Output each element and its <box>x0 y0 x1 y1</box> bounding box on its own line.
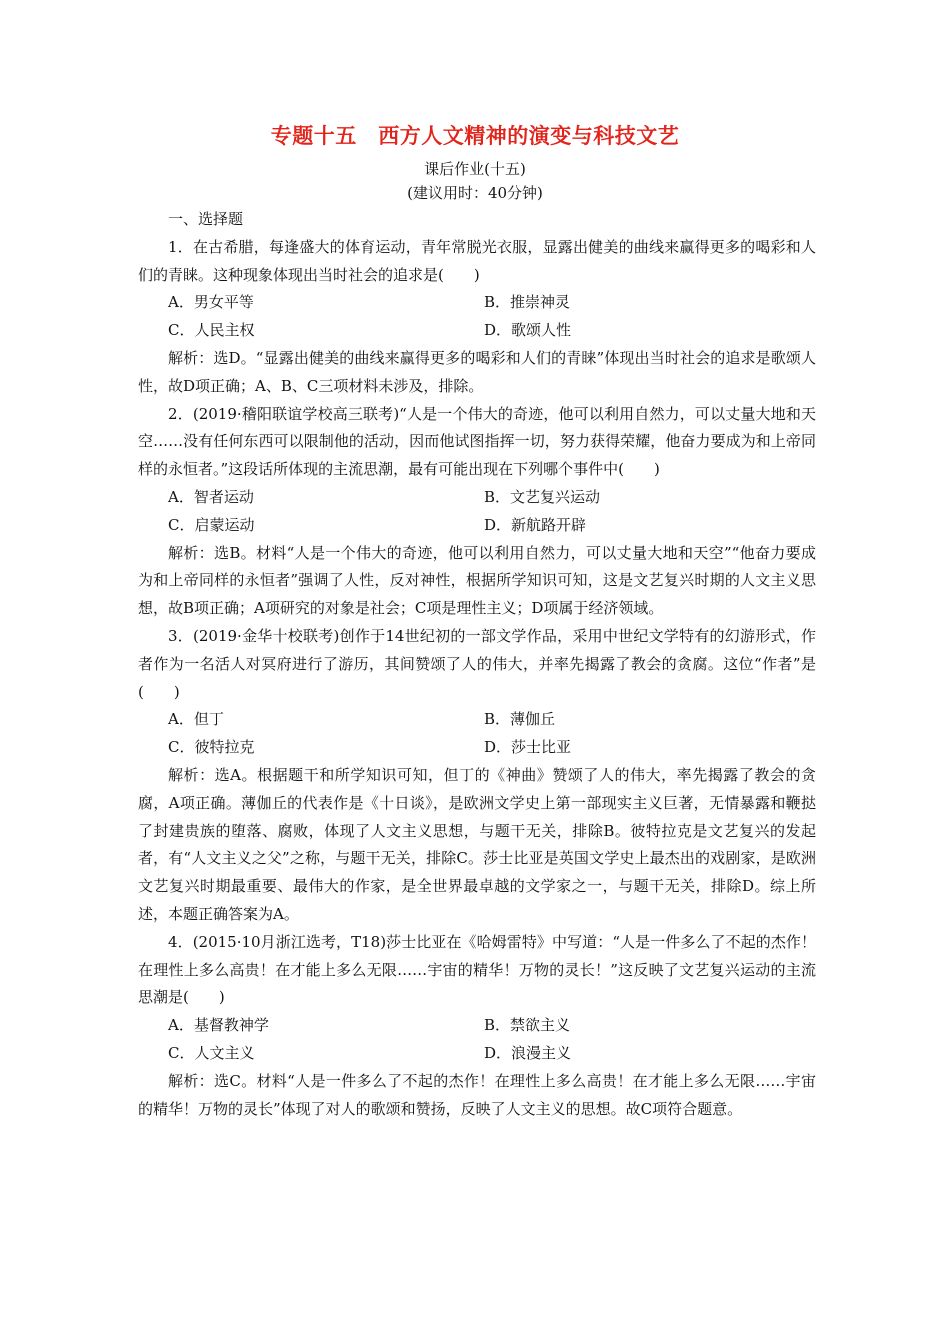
question-stem: 1．在古希腊，每逢盛大的体育运动，青年常脱光衣服，显露出健美的曲线来赢得更多的喝彩和人们的青睐。这种现象体现出当时社会的追求是( ) <box>138 237 816 284</box>
option-c: C．启蒙运动 <box>168 515 255 534</box>
option-d: D．浪漫主义 <box>484 1043 572 1062</box>
options <box>138 289 816 345</box>
option-b: B．推崇神灵 <box>484 293 571 312</box>
option-b: B．薄伽丘 <box>484 710 556 729</box>
option-d: D．新航路开辟 <box>484 515 587 534</box>
question-4 <box>138 929 816 1124</box>
options <box>138 484 816 540</box>
question-stem: 4．(2015·10月浙江选考，T18)莎士比亚在《哈姆雷特》中写道：“人是一件多么了不起的杰作！在理性上多么高贵！在才能上多么无限……宇宙的精华！万物的灵长！”这反映了文艺复兴运动的主流思潮是( ) <box>138 932 816 1007</box>
analysis: 解析：选C。材料“人是一件多么了不起的杰作！在理性上多么高贵！在才能上多么无限……宇宙的精华！万物的灵长”体现了对人的歌颂和赞扬，反映了人文主义的思想。故C项符合题意。 <box>138 1071 816 1118</box>
option-a: A．但丁 <box>168 710 224 729</box>
homework-subtitle: 课后作业(十五) <box>424 160 526 178</box>
analysis: 解析：选D。“显露出健美的曲线来赢得更多的喝彩和人们的青睐”体现出当时社会的追求是歌颂人性，故D项正确；A、B、C三项材料未涉及，排除。 <box>138 348 816 395</box>
option-c: C．人民主权 <box>168 321 255 340</box>
section-heading: 一、选择题 <box>168 210 244 228</box>
option-a: A．男女平等 <box>168 293 254 312</box>
question-stem: 3．(2019·金华十校联考)创作于14世纪初的一部文学作品，采用中世纪文学特有的幻游形式，作者作为一名活人对冥府进行了游历，其间赞颂了人的伟大，并率先揭露了教会的贪腐。这位“作者”是( ) <box>138 626 816 701</box>
question-1 <box>138 234 816 401</box>
question-stem: 2．(2019·稽阳联谊学校高三联考)“人是一个伟大的奇迹，他可以利用自然力，可以丈量大地和天空……没有任何东西可以限制他的活动，因而他试图指挥一切，努力获得荣耀，他奋力要成为和上帝同样的永恒者。”这段话所体现的主流思潮，最有可能出现在下列哪个事件中( ) <box>138 404 816 479</box>
analysis: 解析：选B。材料“人是一个伟大的奇迹，他可以利用自然力，可以丈量大地和天空”“他奋力要成为和上帝同样的永恒者”强调了人性，反对神性，根据所学知识可知，这是文艺复兴时期的人文主义思想，故B项正确；A项研究的对象是社会；C项是理性主义；D项属于经济领域。 <box>138 543 816 618</box>
question-3 <box>138 623 816 929</box>
option-a: A．智者运动 <box>168 487 254 506</box>
option-c: C．人文主义 <box>168 1043 255 1062</box>
option-d: D．歌颂人性 <box>484 321 572 340</box>
time-note: (建议用时：40分钟) <box>407 184 543 202</box>
option-a: A．基督教神学 <box>168 1016 269 1035</box>
option-b: B．文艺复兴运动 <box>484 487 601 506</box>
question-2 <box>138 401 816 623</box>
option-d: D．莎士比亚 <box>484 738 572 757</box>
option-b: B．禁欲主义 <box>484 1016 571 1035</box>
question-list <box>138 206 816 1123</box>
document-title: 专题十五 西方人文精神的演变与科技文艺 <box>270 123 680 148</box>
analysis: 解析：选A。根据题干和所学知识可知，但丁的《神曲》赞颂了人的伟大，率先揭露了教会的贪腐，A项正确。薄伽丘的代表作是《十日谈》，是欧洲文学史上第一部现实主义巨著，无情暴露和鞭挞了封建贵族的堕落、腐败，体现了人文主义思想，与题干无关，排除B。彼特拉克是文艺复兴的发起者，有“人文主义之父”之称，与题干无关，排除C。莎士比亚是英国文学史上最杰出的戏剧家，是欧洲文艺复兴时期最重要、最伟大的作家，是全世界最卓越的文学家之一，与题干无关，排除D。综上所述，本题正确答案为A。 <box>138 765 816 923</box>
option-c: C．彼特拉克 <box>168 738 255 757</box>
options <box>138 706 816 762</box>
options <box>138 1012 816 1068</box>
